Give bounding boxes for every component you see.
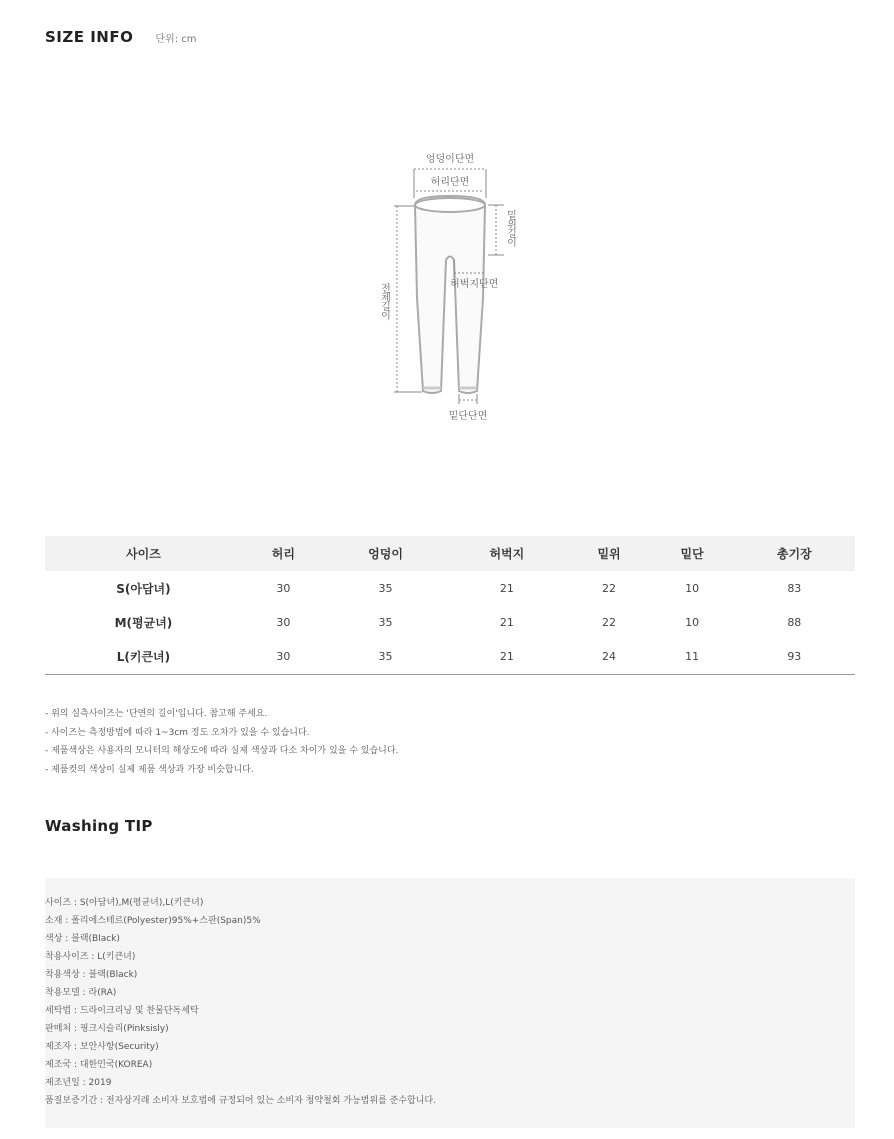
table-cell: 21 xyxy=(499,581,514,595)
info-line: 사이즈 : S(아담녀),M(평균녀),L(키큰녀) xyxy=(45,898,204,908)
table-cell: 10 xyxy=(685,615,700,629)
table-row xyxy=(45,639,855,675)
col-header-hip: 엉덩이 xyxy=(325,536,446,571)
table-cell: 22 xyxy=(602,615,617,629)
table-row xyxy=(45,605,855,639)
table-cell: 24 xyxy=(568,639,651,675)
info-line: 착용모델 : 라(RA) xyxy=(45,988,117,998)
table-cell: 35 xyxy=(378,615,393,629)
col-header-waist: 허리 xyxy=(242,536,325,571)
info-line: 제조국 : 대한민국(KOREA) xyxy=(45,1060,153,1070)
note-line: - 사이즈는 측정방법에 따라 1~3cm 정도 오차가 있을 수 있습니다. xyxy=(45,727,310,738)
col-header-rise: 밑위 xyxy=(568,536,651,571)
col-header-size: 사이즈 xyxy=(45,536,242,571)
product-info-list xyxy=(45,894,436,1110)
size-table-header-row xyxy=(45,536,855,571)
table-cell: 10 xyxy=(685,581,700,595)
table-cell: 21 xyxy=(499,615,514,629)
info-line: 착용색상 : 블랙(Black) xyxy=(45,970,138,980)
info-line: 세탁법 : 드라이크리닝 및 찬물단독세탁 xyxy=(45,1006,199,1016)
table-cell: M(평균녀) xyxy=(114,615,173,630)
pants-outline-icon xyxy=(415,196,485,393)
total-length-label: 전체길이 xyxy=(378,283,390,319)
col-header-hem: 밑단 xyxy=(651,536,734,571)
size-info-header xyxy=(45,28,196,46)
table-cell: 93 xyxy=(734,639,855,675)
table-cell: 88 xyxy=(787,615,802,629)
waist-label: 허리단면 xyxy=(430,177,470,188)
table-cell: 11 xyxy=(651,639,734,675)
table-row xyxy=(45,571,855,605)
size-notes xyxy=(45,705,398,779)
size-table xyxy=(45,536,855,675)
note-line: - 제품컷의 색상이 실제 제품 색상과 가장 비슷합니다. xyxy=(45,764,254,775)
col-header-thigh: 허벅지 xyxy=(446,536,567,571)
table-cell: 30 xyxy=(276,581,291,595)
info-line: 품질보증기간 : 전자상거래 소비자 보호법에 규정되어 있는 소비자 청약철회 가능범위를 준수합니다. xyxy=(45,1096,436,1106)
table-cell: 21 xyxy=(446,639,567,675)
info-line: 판매처 : 핑크시슬리(Pinksisly) xyxy=(45,1024,169,1034)
info-line: 제조자 : 보안사항(Security) xyxy=(45,1042,159,1052)
table-cell: 35 xyxy=(325,639,446,675)
info-line: 색상 : 블랙(Black) xyxy=(45,934,120,944)
info-line: 제조년일 : 2019 xyxy=(45,1078,112,1088)
hip-label: 엉덩이단면 xyxy=(425,154,475,165)
hem-label: 밑단단면 xyxy=(448,411,488,422)
size-unit-label: 단위: cm xyxy=(155,34,197,45)
table-cell: 83 xyxy=(787,581,802,595)
waistband-icon xyxy=(415,198,485,212)
thigh-label: 허벅지단면 xyxy=(450,279,499,290)
table-cell: 35 xyxy=(378,581,393,595)
washing-tip-title: Washing TIP xyxy=(45,817,153,835)
table-cell: 30 xyxy=(242,639,325,675)
pants-diagram-svg xyxy=(370,148,530,428)
pants-measurement-diagram xyxy=(370,148,530,428)
table-cell: S(아담녀) xyxy=(116,581,171,596)
product-info-box xyxy=(45,878,855,1128)
note-line: - 위의 실측사이즈는 '단면의 길이'입니다. 참고해 주세요. xyxy=(45,709,268,719)
table-cell: 30 xyxy=(276,615,291,629)
note-line: - 제품색상은 사용자의 모니터의 해상도에 따라 실제 색상과 다소 차이가 있을 수 있습니다. xyxy=(45,746,399,756)
rise-label: 밑위길이 xyxy=(504,210,516,246)
size-info-title: SIZE INFO xyxy=(45,28,134,46)
info-line: 소재 : 폴리에스테르(Polyester)95%+스판(Span)5% xyxy=(45,916,261,926)
info-line: 착용사이즈 : L(키큰녀) xyxy=(45,952,136,962)
col-header-total-length: 총기장 xyxy=(734,536,855,571)
table-cell: L(키큰녀) xyxy=(45,639,242,675)
table-cell: 22 xyxy=(602,581,617,595)
